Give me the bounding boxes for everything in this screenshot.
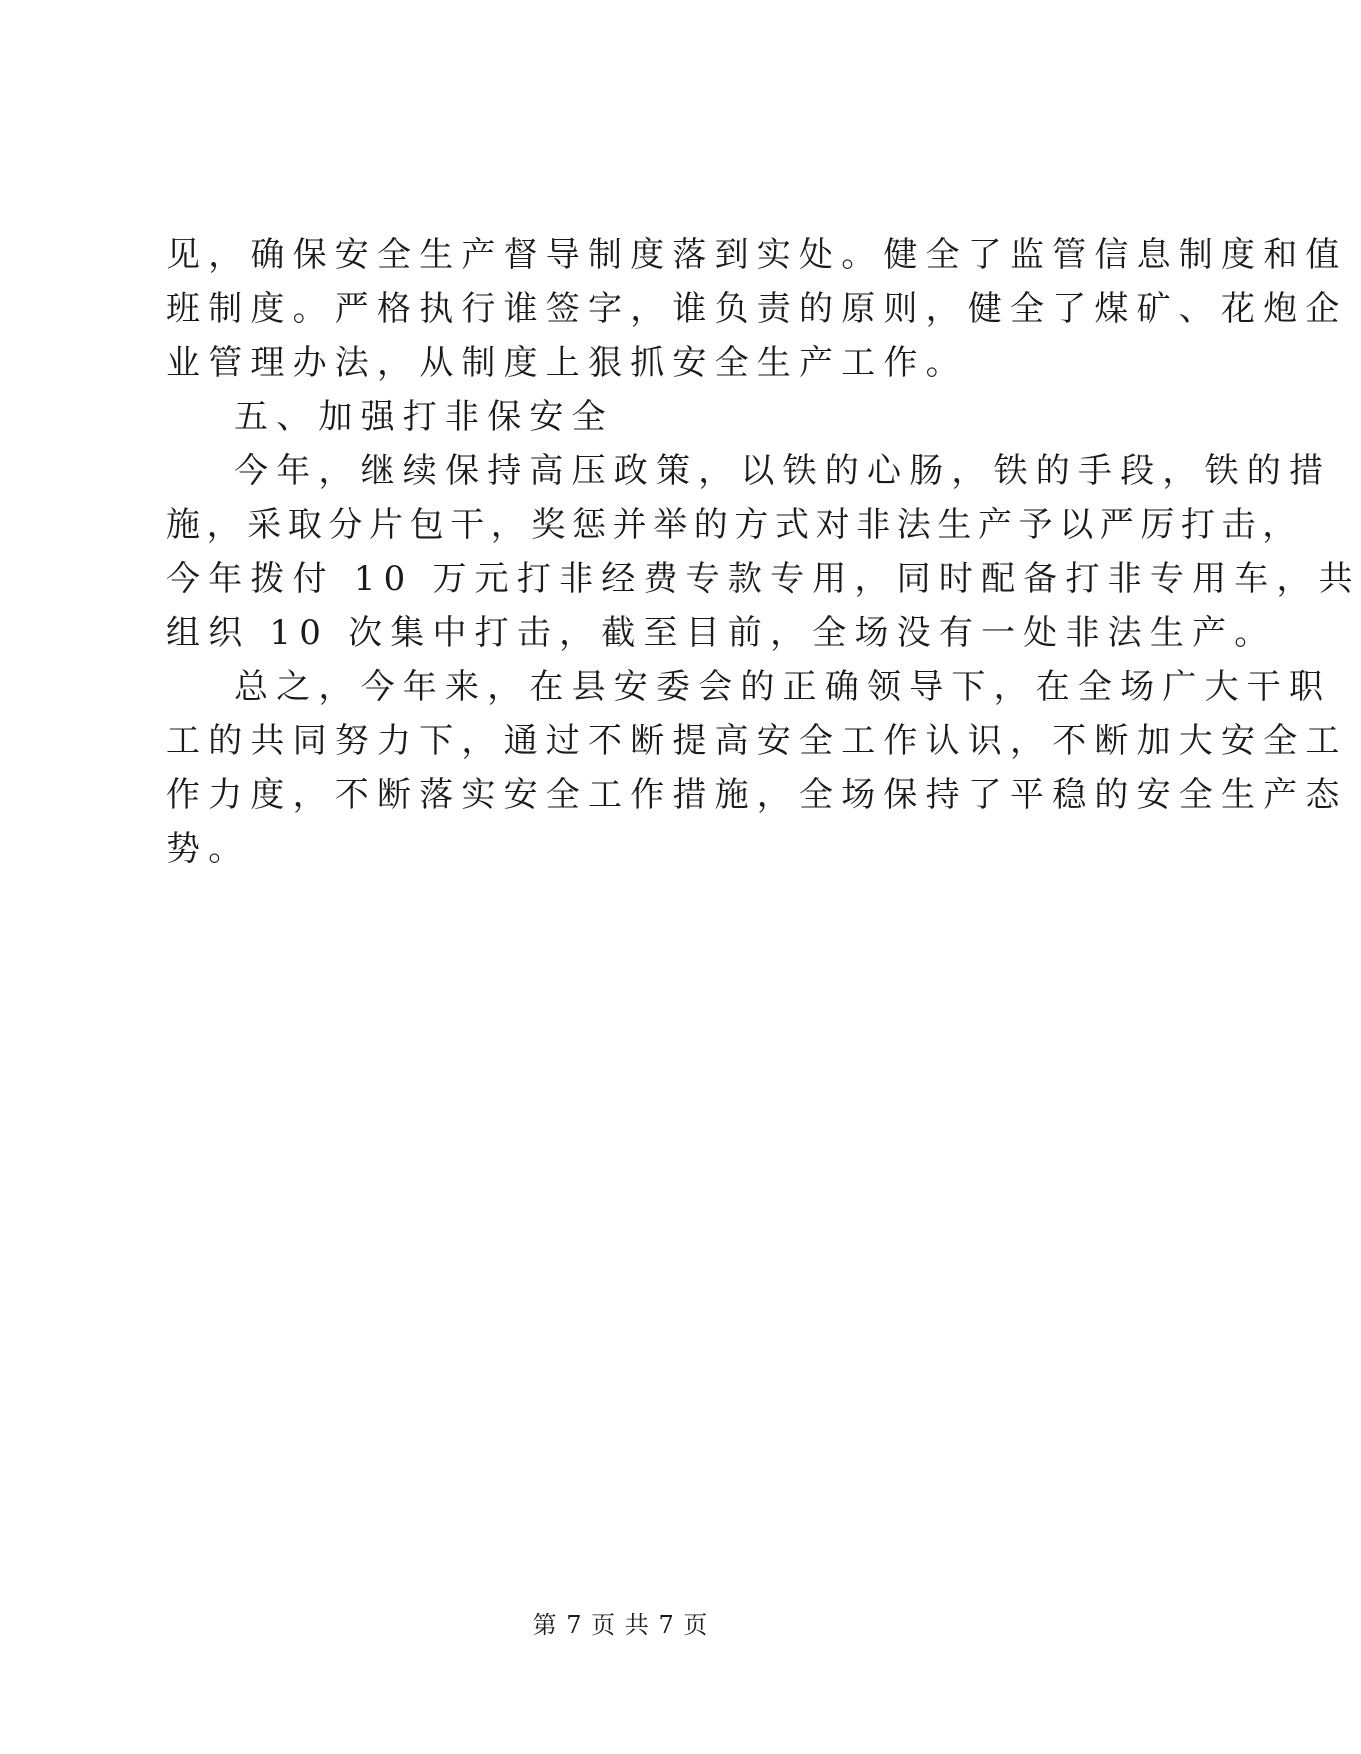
text-line: 组织 10 次集中打击，截至目前，全场没有一处非法生产。 — [166, 613, 1277, 653]
section-heading: 五、加强打非保安全 — [234, 397, 614, 437]
paragraph-summary — [166, 660, 1348, 876]
text-line: 施，采取分片包干，奖惩并举的方式对非法生产予以严厉打击， — [166, 505, 1303, 545]
text-line: 业管理办法，从制度上狠抓安全生产工作。 — [166, 343, 968, 383]
section-heading-crackdown — [166, 390, 1086, 444]
text-line: 今年，继续保持高压政策，以铁的心肠，铁的手段，铁的措 — [234, 451, 1332, 491]
paragraph-crackdown — [166, 444, 1361, 660]
text-line: 班制度。严格执行谁签字，谁负责的原则，健全了煤矿、花炮企 — [166, 289, 1348, 329]
text-line: 势。 — [166, 829, 251, 869]
text-line: 总之，今年来，在县安委会的正确领导下，在全场广大干职 — [234, 667, 1332, 707]
page-number-footer: 第 7 页 共 7 页 — [532, 1611, 709, 1639]
text-line: 今年拨付 10 万元打非经费专款专用，同时配备打非专用车，共 — [166, 559, 1361, 599]
text-line: 见，确保安全生产督导制度落到实处。健全了监管信息制度和值 — [166, 235, 1348, 275]
document-body — [166, 228, 1361, 876]
text-line: 工的共同努力下，通过不断提高安全工作认识，不断加大安全工 — [166, 721, 1348, 761]
paragraph-supervision-system — [166, 228, 1348, 390]
text-line: 作力度，不断落实安全工作措施，全场保持了平稳的安全生产态 — [166, 775, 1348, 815]
